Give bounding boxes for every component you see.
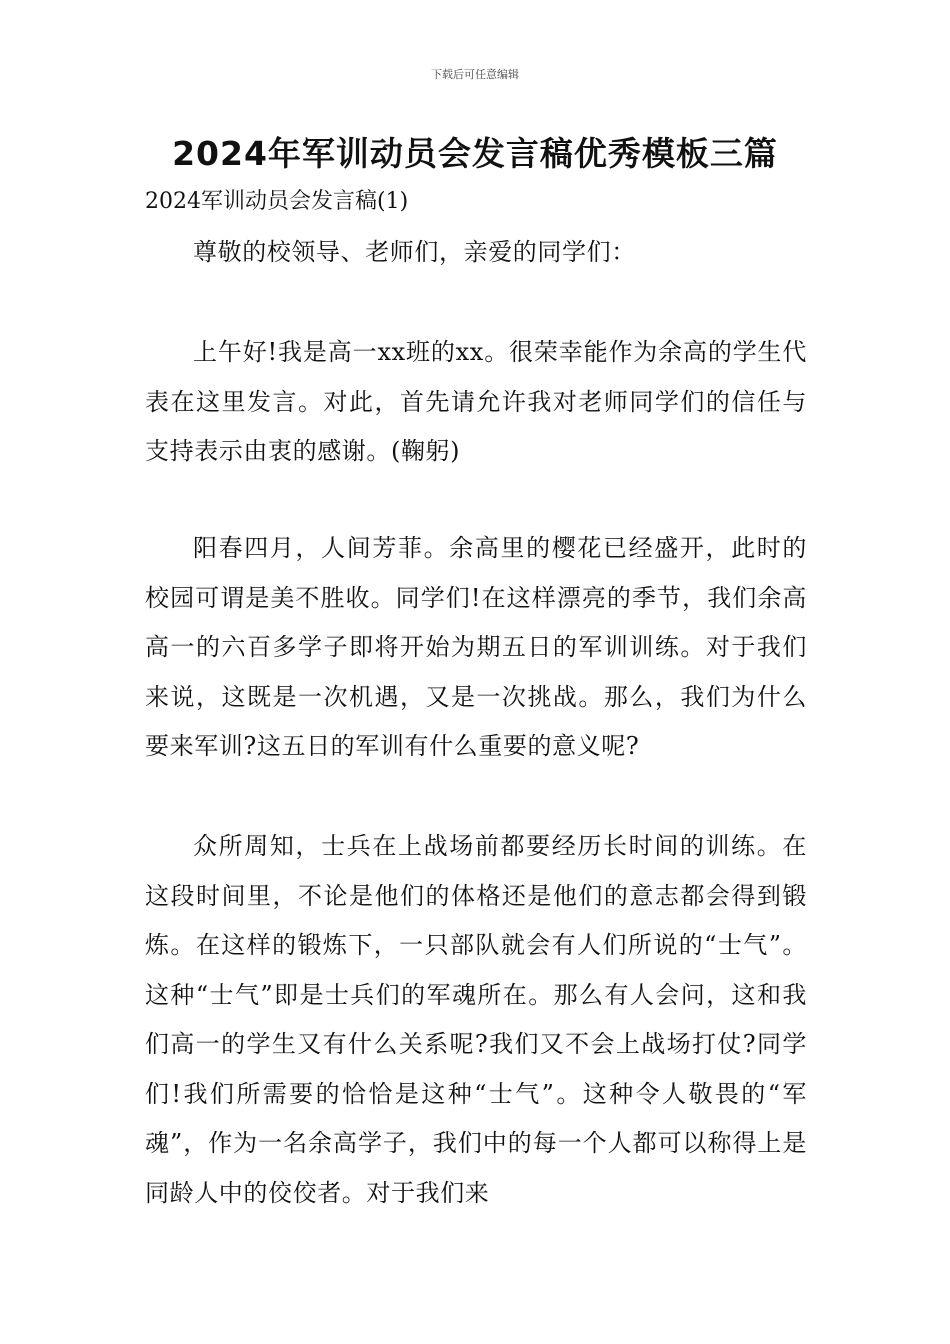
header-note: 下载后可任意编辑	[431, 68, 519, 81]
document-title: 2024年军训动员会发言稿优秀模板三篇	[172, 134, 778, 173]
section-heading: 2024军训动员会发言稿(1)	[145, 189, 409, 214]
body-paragraph-3: 众所周知，士兵在上战场前都要经历长时间的训练。在这段时间里，不论是他们的体格还是他们的意志都会得到锻炼。在这样的锻炼下，一只部队就会有人们所说的“士气”。这种“士气”即是士兵们的军魂所在。那么有人会问，这和我们高一的学生又有什么关系呢?我们又不会上战场打仗?同学们!我们所需要的恰恰是这种“士气”。这种令人敬畏的“军魂”，作为一名余高学子，我们中的每一个人都可以称得上是同龄人中的佼佼者。对于我们来	[145, 832, 807, 1207]
body-paragraph-1: 上午好!我是高一xx班的xx。很荣幸能作为余高的学生代表在这里发言。对此，首先请允许我对老师同学们的信任与支持表示由衷的感谢。(鞠躬)	[145, 338, 807, 465]
body-paragraph-2: 阳春四月，人间芳菲。余高里的樱花已经盛开，此时的校园可谓是美不胜收。同学们!在这样漂亮的季节，我们余高高一的六百多学子即将开始为期五日的军训训练。对于我们来说，这既是一次机遇，又是一次挑战。那么，我们为什么要来军训?这五日的军训有什么重要的意义呢?	[145, 534, 807, 760]
greeting-paragraph: 尊敬的校领导、老师们，亲爱的同学们：	[193, 238, 636, 266]
